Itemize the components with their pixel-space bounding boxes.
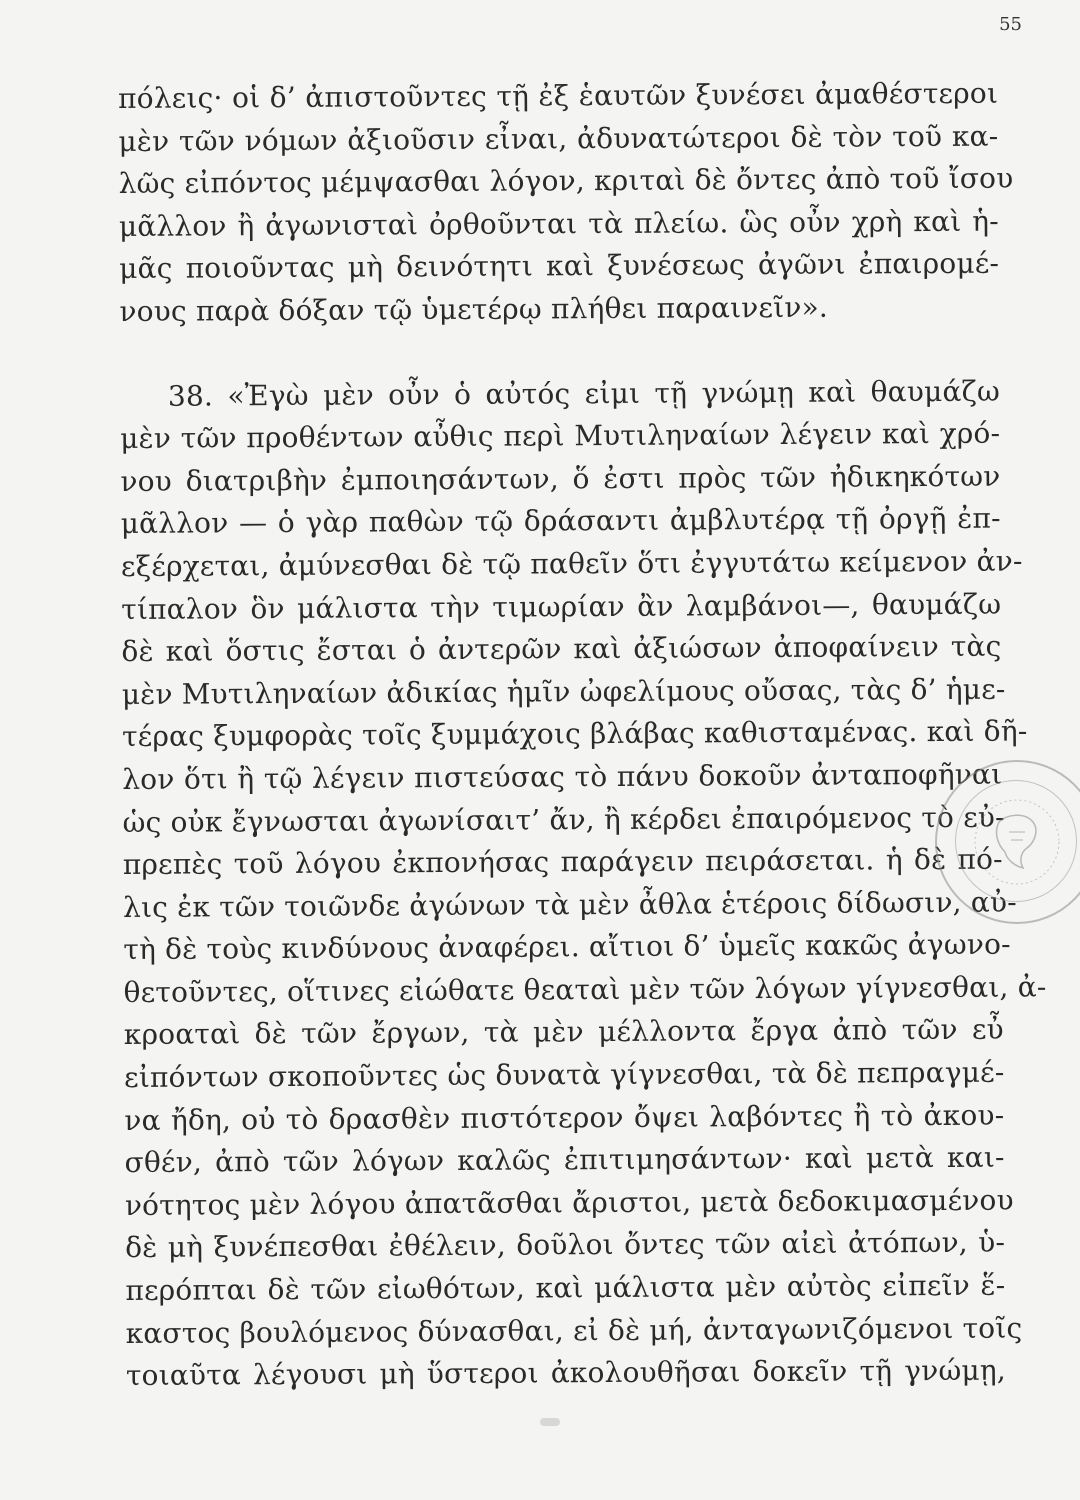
page-number: 55 (999, 14, 1022, 35)
greek-text-body (118, 73, 1047, 1398)
text-line: κροαταὶ δὲ τῶν ἔργων, τὰ μὲν μέλλοντα ἔργα ἀπὸ τῶν εὖ (123, 1013, 1004, 1052)
text-line: δὲ καὶ ὅστις ἔσται ὁ ἀντερῶν καὶ ἀξιώσων ἀποφαίνειν τὰς (121, 629, 1002, 669)
chapter-38-first-line: 38. «Ἐγὼ μὲν οὖν ὁ αὐτός εἰμι τῇ γνώμῃ καὶ θαυμάζω (167, 374, 1001, 413)
text-line: νους παρὰ δόξαν τῷ ὑμετέρῳ πλήθει παραινεῖν». (119, 290, 829, 328)
text-line: ὡς οὐκ ἔγνωσται ἀγωνίσαιτ’ ἄν, ἢ κέρδει ἐπαιρόμενος τὸ εὐ- (122, 800, 1005, 839)
text-line: θετοῦντες, οἵτινες εἰώθατε θεαταὶ μὲν τῶν λόγων γίγνεσθαι, ἀ- (123, 970, 1047, 1009)
text-line: μὲν τῶν προθέντων αὖθις περὶ Μυτιληναίων λέγειν καὶ χρό- (120, 416, 1001, 456)
text-line: τοιαῦτα λέγουσι μὴ ὕστεροι ἀκολουθῆσαι δοκεῖν τῇ γνώμῃ, (125, 1353, 1007, 1393)
text-line: νότητος μὲν λόγου ἀπατᾶσθαι ἄριστοι, μετὰ δεδοκιμασμένου (124, 1183, 1014, 1222)
text-line: λις ἐκ τῶν τοιῶνδε ἀγώνων τὰ μὲν ἆθλα ἑτέροις δίδωσιν, αὐ- (122, 885, 1017, 924)
text-line: να ἤδη, οὐ τὸ δρασθὲν πιστότερον ὄψει λαβόντες ἢ τὸ ἀκου- (124, 1098, 1005, 1137)
text-line: πόλεις· οἱ δ’ ἀπιστοῦντες τῇ ἐξ ἑαυτῶν ξυνέσει ἀμαθέστεροι (118, 76, 999, 115)
stamp-emblem-icon (937, 762, 1080, 922)
text-line: εξέρχεται, ἀμύνεσθαι δὲ τῷ παθεῖν ὅτι ἐγγυτάτω κείμενον ἀν- (120, 544, 1023, 583)
text-line: νου διατριβὴν ἐμποιησάντων, ὅ ἐστι πρὸς τῶν ἠδικηκότων (120, 459, 1001, 498)
text-line: μᾶλλον ἢ ἀγωνισταὶ ὀρθοῦνται τὰ πλείω. ὣς οὖν χρὴ καὶ ἡ- (118, 204, 999, 243)
text-line: τέρας ξυμφορὰς τοῖς ξυμμάχοις βλάβας καθισταμένας. καὶ δῆ- (121, 714, 1028, 754)
library-stamp-icon (935, 760, 1080, 924)
text-line: λον ὅτι ἢ τῷ λέγειν πιστεύσας τὸ πάνυ δοκοῦν ἀνταποφῆναι (122, 757, 1003, 796)
text-line: μᾶς ποιοῦντας μὴ δεινότητι καὶ ξυνέσεως ἀγῶνι ἐπαιρομέ- (119, 246, 1000, 286)
text-line: τὴ δὲ τοὺς κινδύνους ἀναφέρει. αἴτιοι δ’ ὑμεῖς κακῶς ἀγωνο- (123, 927, 1011, 967)
text-line: πρεπὲς τοῦ λόγου ἐκπονήσας παράγειν πειράσεται. ἡ δὲ πό- (122, 842, 1003, 882)
text-line: τίπαλον ὃν μάλιστα τὴν τιμωρίαν ἂν λαμβάνοι—, θαυμάζω (121, 587, 1002, 626)
text-line: δὲ μὴ ξυνέπεσθαι ἐθέλειν, δοῦλοι ὄντες τῶν αἰεὶ ἀτόπων, ὑ- (125, 1226, 1006, 1265)
text-line: μᾶλλον — ὁ γὰρ παθὼν τῷ δράσαντι ἀμβλυτέρᾳ τῇ ὀργῇ ἐπ- (120, 501, 1001, 541)
text-line: μὲν Μυτιληναίων ἀδικίας ἡμῖν ὠφελίμους οὔσας, τὰς δ’ ἡμε- (121, 672, 1006, 711)
text-line: λῶς εἰπόντος μέμψασθαι λόγον, κριταὶ δὲ ὄντες ἀπὸ τοῦ ἴσου (118, 161, 1014, 201)
text-line: εἰπόντων σκοποῦντες ὡς δυνατὰ γίγνεσθαι, τὰ δὲ πεπραγμέ- (124, 1055, 1005, 1095)
print-smudge (540, 1418, 560, 1426)
text-line: μὲν τῶν νόμων ἀξιοῦσιν εἶναι, ἀδυνατώτεροι δὲ τὸν τοῦ κα- (118, 119, 999, 158)
text-line: σθέν, ἀπὸ τῶν λόγων καλῶς ἐπιτιμησάντων· καὶ μετὰ και- (124, 1140, 1005, 1180)
text-line: περόπται δὲ τῶν εἰωθότων, καὶ μάλιστα μὲν αὐτὸς εἰπεῖν ἕ- (125, 1268, 1006, 1308)
paragraph-gap (120, 328, 1020, 375)
text-line: καστος βουλόμενος δύνασθαι, εἰ δὲ μή, ἀνταγωνιζόμενοι τοῖς (125, 1311, 1023, 1350)
